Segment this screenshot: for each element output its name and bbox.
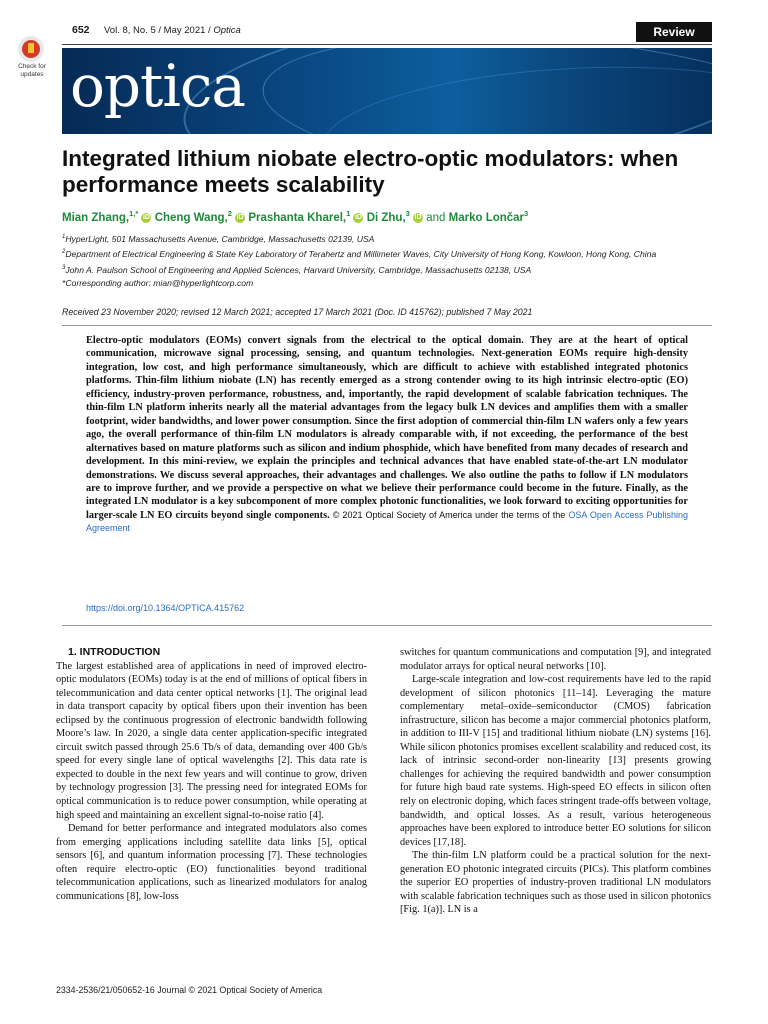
paragraph: Demand for better performance and integrated modulators also comes from emerging applications including satellite data links [5], optical sensors [6], and quantum information processing [7]. These technologies often require electro-optic (EO) functionalities beyond traditional telecommunication applications, such as linearized modulators for analog communications [8], low-loss <box>56 823 367 902</box>
paragraph: Large-scale integration and low-cost requirements have led to the rapid development of silicon photonics [11–14]. Leveraging the mature complementary metal–oxide–semiconductor (CMOS) fabrication infrastructure, silicon has become a major commercial photonics platform, in addition to III-V [15] and traditional lithium niobate (LN) systems [16]. While silicon photonics promises excellent scalability and reduced cost, its lack of intrinsic second-order non-linearity [13] presents growing challenges for achieving the required bandwidth and power consumption for future high baud rate systems. High-speed EO effects in silicon often rely on electronic doping, which faces stringent trade-offs between voltage, bandwidth, and optical losses. As a result, various heterogeneous approaches have been explored to introduce better EO solutions for silicon devices [17,18]. <box>400 674 711 848</box>
author-affiliation-ref: 3 <box>524 209 529 218</box>
author-name[interactable]: Marko Lončar <box>448 211 525 224</box>
affiliation-number: 1 <box>62 234 66 240</box>
check-updates-label: Check for updates <box>18 63 46 78</box>
authors-and: and <box>426 211 446 224</box>
license-link[interactable]: OSA Open Access Publishing Agreement <box>86 509 688 534</box>
orcid-icon[interactable]: iD <box>354 213 362 221</box>
header-rule <box>62 44 712 45</box>
abstract-body: Electro-optic modulators (EOMs) convert signals from the electrical to the optical domain. They are at the heart of optical communication, microwave signal processing, sensing, and quantum technologies. Next-generation EOMs require high-density integration, low cost, and high performance simultaneously, which are difficult to achieve with established integrated photonics platforms. Thin-film lithium niobate (LN) has recently emerged as a strong contender owing to its high intrinsic electro-optic (EO) efficiency, industry-proven performance, robustness, and, importantly, the rapid development of scalable fabrication techniques. The thin-film LN platform inherits nearly all the material advantages from the legacy bulk LN devices and amplifies them with a smaller footprint, wider bandwidths, and lower power consumption. Since the first adoption of commercial thin-film LN wafers only a few years ago, the overall performance of thin-film LN modulators is already comparable with, if not exceeding, the performance of the best alternatives based on mature platforms such as silicon and indium phosphide, which have benefited from many decades of research and development. In this mini-review, we explain the principles and technical advances that have enabled state-of-the-art LN modulator demonstrations. We discuss several approaches, their advantages and challenges. We also outline the paths to follow if LN modulators are to improve further, and we provide a perspective on what we believe their performance could become in the future. Finally, as the integrated LN modulator is a key subcomponent of more complex photonic functionalities, we look forward to exciting opportunities for larger-scale LN EO circuits beyond single components. <box>86 335 688 521</box>
paragraph: The thin-film LN platform could be a practical solution for the next-generation EO photonic integrated circuits (PICs). This platform combines the superior EO properties of industry-proven traditional LN modulators with scalable fabrication techniques such as those used in silicon photonics [Fig. 1(a)]. LN is a <box>400 850 711 916</box>
check-for-updates-button[interactable] <box>10 36 54 80</box>
footer-text: 2334-2536/21/050652-16 Journal © 2021 Optical Society of America <box>56 985 323 995</box>
journal-volume: Vol. 8, No. 5 / May 2021 / <box>104 25 211 36</box>
check-updates-icon <box>18 36 44 62</box>
author-name[interactable]: Di Zhu, <box>366 211 406 224</box>
author-affiliation-ref: 1 <box>346 209 351 218</box>
abstract-top-rule <box>62 325 712 326</box>
left-column <box>56 646 367 903</box>
journal-name: Optica <box>213 25 241 36</box>
journal-logo: optica <box>70 52 245 120</box>
paragraph: The largest established area of applications in need of improved electro-optic modulators (EOMs) today is at the end of millions of optical fibers in telecommunication and data center optical networks [1]. The original lead in data transport capacity by optical fibers upon their invention has been eclipsed by the continuous progression of electronic bandwidth following Moore’s law. In 2020, a single data center application-specific integrated circuit switch passed through 25.6 Tb/s of data, demanding over 400 Gb/s speed for every single lane of optical wavelengths [2]. This data rate is expected to double in the next few years and will continue to grow, driven by technology progression [3]. The pressing need for integrated EOMs for optical communication is to reduce power consumption, while operating at high speed and maintaining an excellent signal-to-noise ratio [4]. <box>56 660 367 821</box>
corresponding-author-text: *Corresponding author: mian@hyperlightcorp.com <box>62 278 254 289</box>
copyright-notice: © 2021 Optical Society of America under the terms of the <box>332 509 566 520</box>
orcid-icon[interactable]: iD <box>142 213 150 221</box>
author-name[interactable]: Mian Zhang, <box>62 211 130 224</box>
received-dates: Received 23 November 2020; revised 12 March 2021; accepted 17 March 2021 (Doc. ID 415762); published 7 May 2021 <box>62 307 533 317</box>
affiliation-text: John A. Paulson School of Engineering and Applied Sciences, Harvard University, Cambridge, Massachusetts 02138, USA <box>65 264 532 275</box>
doi-link[interactable]: https://doi.org/10.1364/OPTICA.415762 <box>86 603 245 613</box>
paragraph: switches for quantum communications and computation [9], and integrated modulator arrays for optical neural networks [10]. <box>400 647 711 672</box>
author-list <box>62 206 722 226</box>
article-title: Integrated lithium niobate electro-optic modulators: when performance meets scalability <box>62 146 679 197</box>
author-affiliation-ref: 1,* <box>129 209 139 218</box>
abstract-bottom-rule <box>62 625 712 626</box>
affiliation-text: HyperLight, 501 Massachusetts Avenue, Cambridge, Massachusetts 02139, USA <box>65 233 375 244</box>
author-name[interactable]: Prashanta Kharel, <box>248 211 347 224</box>
journal-banner <box>62 48 712 134</box>
affiliation <box>62 263 712 276</box>
section-heading: 1. INTRODUCTION <box>68 646 161 658</box>
author-affiliation-ref: 3 <box>405 209 410 218</box>
journal-info <box>104 25 241 36</box>
affiliation-number: 3 <box>62 264 66 271</box>
orcid-icon[interactable]: iD <box>414 213 422 221</box>
right-column <box>400 646 711 917</box>
affiliation-number: 2 <box>62 249 66 256</box>
author-affiliation-ref: 2 <box>227 209 232 218</box>
affiliations <box>62 232 712 292</box>
affiliation <box>62 232 712 245</box>
orcid-icon[interactable]: iD <box>236 213 244 221</box>
author-name[interactable]: Cheng Wang, <box>154 211 228 224</box>
corresponding-author <box>62 278 712 290</box>
affiliation-text: Department of Electrical Engineering & State Key Laboratory of Terahertz and Millimeter Waves, City University of Hong Kong, Kowloon, Hong Kong, China <box>65 249 657 260</box>
affiliation <box>62 247 712 260</box>
abstract <box>86 334 688 536</box>
page-number: 652 <box>72 24 90 36</box>
review-badge: Review <box>636 22 712 42</box>
